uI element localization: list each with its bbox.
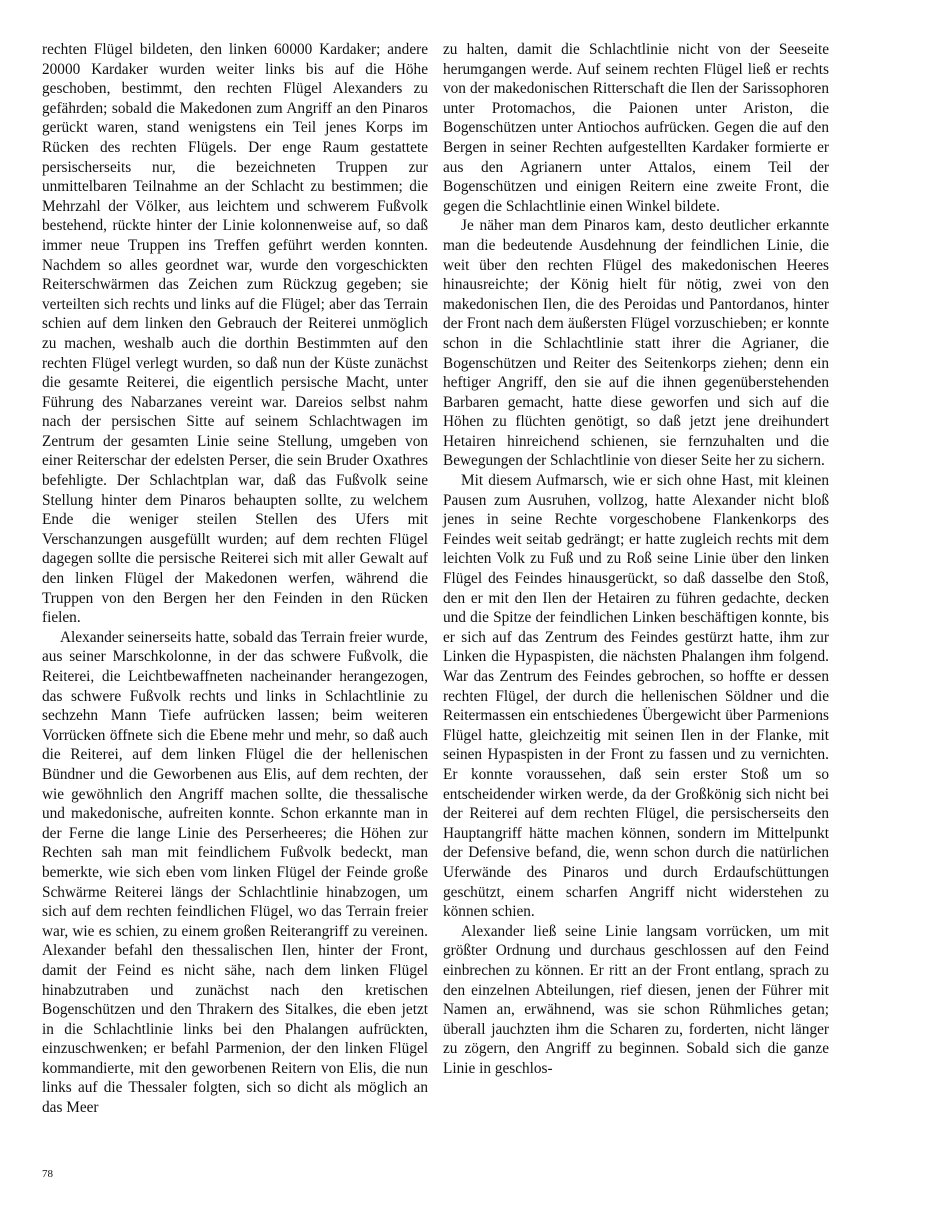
right-column <box>443 40 829 1078</box>
left-column <box>42 40 428 1118</box>
paragraph: Alexander seinerseits hatte, sobald das Terrain freier wurde, aus seiner Marschkolonne, in der das schwere Fußvolk, die Reiterei, die Leichtbewaffneten nacheinander herangezogen, das schwere Fußvolk rechts und links in Schlachtlinie zu sechzehn Mann Tiefe aufrücken lassen; beim weiteren Vorrücken öffnete sich die Ebene mehr und mehr, so daß auch die Reiterei, auf dem linken Flügel die der hellenischen Bündner und die Geworbenen aus Elis, auf dem rechten, der wie gewöhnlich den Angriff machen sollte, die thessalische und makedonische, aufreiten konnte. Schon erkannte man in der Ferne die lange Linie des Perserheeres; die Höhen zur Rechten sah man mit feindlichem Fußvolk bedeckt, man bemerkte, wie sich eben vom linken Flügel der Feinde große Schwärme Reiterei längs der Schlachtlinie hinabzogen, um sich auf dem rechten feindlichen Flügel, wo das Terrain freier war, wie es schien, zu einem großen Reiterangriff zu vereinen. Alexander befahl den thessalischen Ilen, hinter der Front, damit der Feind es nicht sähe, nach dem linken Flügel hinabzutraben und zunächst nach den kretischen Bogenschützen und den Thrakern des Sitalkes, die eben jetzt in die Schlachtlinie links bei den Phalangen aufrückten, einzuschwenken; er befahl Parmenion, der den linken Flügel kommandierte, mit den geworbenen Reitern von Elis, die nun links auf die Thessaler folgten, sich so dicht als möglich an das Meer <box>42 628 428 1117</box>
paragraph: rechten Flügel bildeten, den linken 60000 Kardaker; andere 20000 Kardaker wurden weiter links bis auf die Höhe geschoben, bestimmt, den rechten Flügel Alexanders zu gefährden; sobald die Makedonen zum Angriff an den Pinaros gerückt waren, stand wenigstens ein Teil jenes Korps im Rücken des rechten Flügels. Der enge Raum gestattete persischerseits nur, die bezeichneten Truppen zur unmittelbaren Teilnahme an der Schlacht zu bestimmen; die Mehrzahl der Völker, aus leichtem und schwerem Fußvolk bestehend, rückte hinter der Linie kolonnenweise auf, so daß immer neue Truppen ins Treffen geführt werden konnten. Nachdem so alles geordnet war, wurde den vorgeschickten Reiterschwärmen das Zeichen zum Rückzug gegeben; sie verteilten sich rechts und links auf die Flügel; aber das Terrain schien auf dem linken den Gebrauch der Reiterei unmöglich zu machen, weshalb auch die dorthin Bestimmten auf den rechten Flügel verlegt wurden, so daß nun der Küste zunächst die gesamte Reiterei, die eigentlich persische Macht, unter Führung des Nabarzanes vereint war. Dareios selbst nahm nach der persischen Sitte auf seinem Schlachtwagen im Zentrum der gesamten Linie seine Stellung, umgeben von einer Reiterschar der edelsten Perser, die sein Bruder Oxathres befehligte. Der Schlachtplan war, daß das Fußvolk seine Stellung hinter dem Pinaros behaupten sollte, zu welchem Ende die weniger steilen Stellen des Ufers mit Verschanzungen ausgefüllt wurden; auf dem rechten Flügel dagegen sollte die persische Reiterei sich mit aller Gewalt auf den linken Flügel der Makedonen werfen, während die Truppen von den Bergen her den Feinden in den Rücken fielen. <box>42 41 428 627</box>
paragraph: Mit diesem Aufmarsch, wie er sich ohne Hast, mit kleinen Pausen zum Ausruhen, vollzog, hatte Alexander nicht bloß jenes in seine Rechte vorgeschobene Flankenkorps des Feindes weit seitab gedrängt; er hatte zugleich rechts mit dem leichten Volk zu Fuß und zu Roß seine Linie über den linken Flügel des Feindes hinausgerückt, so daß dasselbe den Stoß, den er mit den Ilen der Hetairen zu führen gedachte, decken und die Spitze der feindlichen Linken beschäftigen konnte, bis er sich auf das Zentrum des Feindes gestürzt hatte, ihm zur Linken die Hypaspisten, die nächsten Phalangen ihm folgend. War das Zentrum des Feindes gebrochen, so hoffte er dessen rechten Flügel, der durch die hellenischen Söldner und die Reitermassen ein entschiedenes Übergewicht über Parmenions Flügel hatte, gleichzeitig mit seinen Ilen in der Flanke, mit seinen Hypaspisten in der Front zu fassen und zu vernichten. Er konnte voraussehen, daß sein erster Stoß um so entscheidender wirken werde, da der Großkönig sich nicht bei der Reiterei auf dem rechten Flügel, die persischerseits den Hauptangriff hätte machen können, sondern im Mittelpunkt der Defensive befand, die, wenn schon durch die natürlichen Uferwände des Pinaros und durch Erdaufschüttungen geschützt, einem scharfen Angriff nicht widerstehen zu können schien. <box>443 472 829 921</box>
page-number: 78 <box>42 1168 53 1180</box>
paragraph: Je näher man dem Pinaros kam, desto deutlicher erkannte man die bedeutende Ausdehnung der feindlichen Linie, die weit über den rechten Flügel des makedonischen Heeres hinausreichte; der König hielt für nötig, zwei von den makedonischen Ilen, die des Peroidas und Pantordanos, hinter der Front nach dem äußersten Flügel vorzuschieben; er konnte schon in die Schlachtlinie statt ihrer die Agrianer, die Bogenschützen und Reiter des Seitenkorps ziehen; denn ein heftiger Angriff, den sie auf die ihnen gegenüberstehenden Barbaren gemacht, hatte diese geworfen und sich auf die Höhen zu flüchten genötigt, so daß jetzt jene dreihundert Hetairen hinreichend schienen, sie fernzuhalten und die Bewegungen der Schlachtlinie von dieser Seite her zu sichern. <box>443 217 829 470</box>
paragraph: zu halten, damit die Schlachtlinie nicht von der Seeseite herumgangen werde. Auf seinem rechten Flügel ließ er rechts von der makedonischen Ritterschaft die Ilen der Sarissophoren unter Protomachos, die Paionen unter Ariston, die Bogenschützen unter Antiochos aufrücken. Gegen die auf den Bergen in seiner Rechten aufgestellten Kardaker formierte er aus den Agrianern unter Attalos, einem Teil der Bogenschützen und einigen Reitern eine zweite Front, die gegen die Schlachtlinie einen Winkel bildete. <box>443 41 829 215</box>
paragraph: Alexander ließ seine Linie langsam vorrücken, um mit größter Ordnung und durchaus geschlossen auf den Feind einbrechen zu können. Er ritt an der Front entlang, sprach zu den einzelnen Abteilungen, rief diesen, jenen der Führer mit Namen an, erwähnend, was sie schon Rühmliches getan; überall jauchzten ihm die Scharen zu, forderten, nicht länger zu zögern, den Angriff zu beginnen. Sobald sich die ganze Linie in geschlos- <box>443 922 829 1077</box>
